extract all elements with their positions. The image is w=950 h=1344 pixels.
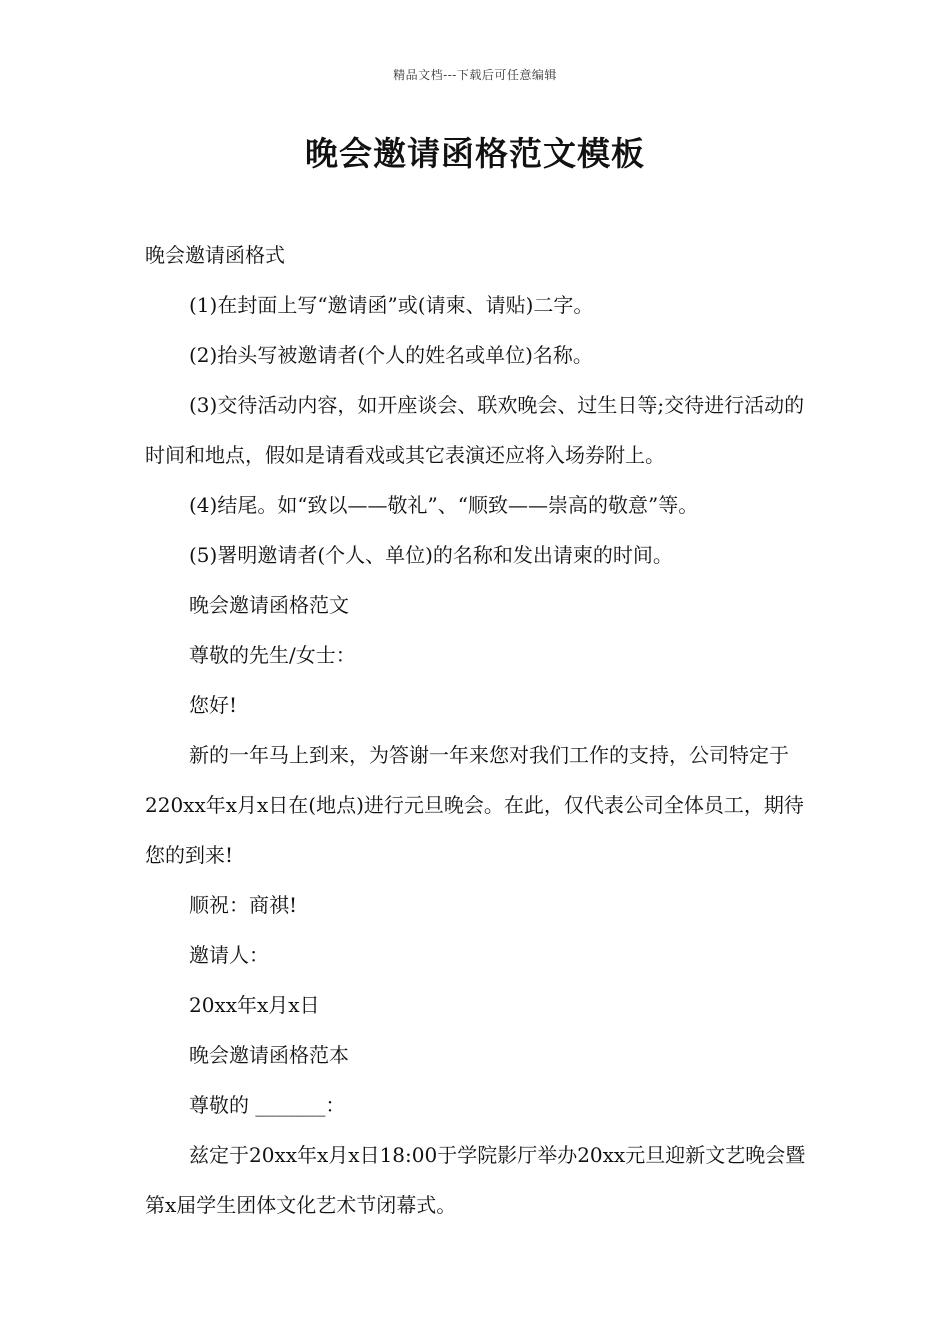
- template-body: 兹定于20xx年x月x日18:00于学院影厅举办20xx元旦迎新文艺晚会暨第x届学生团体文化艺术节闭幕式。: [145, 1143, 806, 1217]
- letter-body: 新的一年马上到来，为答谢一年来您对我们工作的支持，公司特定于220xx年x月x日在(地点)进行元旦晚会。在此，仅代表公司全体员工，期待您的到来!: [145, 743, 804, 867]
- template-salutation: 尊敬的 _______：: [189, 1093, 346, 1117]
- letter-greeting: 您好!: [189, 693, 238, 717]
- format-item-4: (4)结尾。如“致以——敬礼”、“顺致——崇高的敬意”等。: [189, 493, 699, 517]
- letter-inviter: 邀请人：: [189, 943, 269, 967]
- document-title: 晚会邀请函格范文模板: [305, 134, 645, 173]
- section-heading-sample: 晚会邀请函格范文: [189, 593, 349, 617]
- letter-salutation: 尊敬的先生/女士：: [189, 643, 356, 667]
- format-item-5: (5)署明邀请者(个人、单位)的名称和发出请柬的时间。: [189, 543, 673, 567]
- page-header-note: 精品文档---下载后可任意编辑: [393, 68, 557, 82]
- format-item-2: (2)抬头写被邀请者(个人的姓名或单位)名称。: [189, 343, 593, 367]
- letter-date: 20xx年x月x日: [189, 993, 320, 1017]
- section-heading-template: 晚会邀请函格范本: [189, 1043, 349, 1067]
- format-item-1: (1)在封面上写“邀请函”或(请柬、请贴)二字。: [189, 293, 594, 317]
- letter-closing: 顺祝：商祺!: [189, 893, 298, 917]
- document-body: [145, 230, 810, 1230]
- section-heading-format: 晚会邀请函格式: [145, 243, 285, 267]
- format-item-3: (3)交待活动内容，如开座谈会、联欢晚会、过生日等;交待进行活动的时间和地点，假如是请看戏或其它表演还应将入场券附上。: [145, 393, 805, 467]
